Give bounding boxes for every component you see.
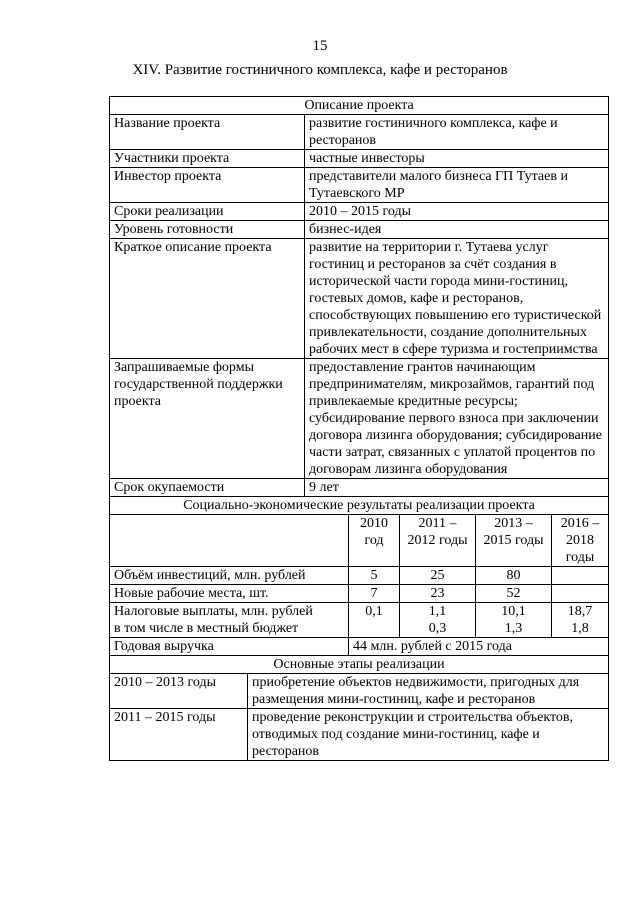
column-header: 2010 год	[349, 515, 400, 567]
row-value: развитие гостиничного комплекса, кафе и ресторанов	[305, 115, 609, 150]
results-header-row	[110, 497, 609, 515]
table-row	[110, 115, 609, 150]
column-header: 2013 – 2015 годы	[476, 515, 552, 567]
table-row	[110, 567, 609, 585]
row-value: частные инвесторы	[305, 150, 609, 168]
stages-header-row	[110, 656, 609, 674]
cell-value: 25	[400, 567, 476, 585]
cell-value-main: 18,7	[567, 604, 593, 619]
row-label: Годовая выручка	[110, 638, 349, 656]
row-label: Уровень готовности	[110, 221, 305, 239]
row-label: Краткое описание проекта	[110, 239, 305, 359]
row-label: Инвестор проекта	[110, 168, 305, 203]
column-header: 2011 – 2012 годы	[400, 515, 476, 567]
project-table	[109, 96, 609, 761]
table-row	[110, 239, 609, 359]
row-label: Новые рабочие места, шт.	[110, 585, 349, 603]
description-header: Описание проекта	[110, 97, 609, 115]
row-label	[110, 603, 349, 638]
cell-value: 5	[349, 567, 400, 585]
row-label: Сроки реализации	[110, 203, 305, 221]
cell-value: 7	[349, 585, 400, 603]
row-label-main: Налоговые выплаты, млн. рублей	[114, 604, 313, 619]
page-number: 15	[312, 38, 328, 54]
row-value: бизнес-идея	[305, 221, 609, 239]
cell-value-sub: 1,8	[571, 621, 589, 636]
results-corner-cell	[110, 515, 349, 567]
row-value: развитие на территории г. Тутаева услуг гостиниц и ресторанов за счёт создания в исторической части города мини-гостиниц, гостевых домов, кафе и ресторанов, способствующих повышению его туристической привлекательности, создание дополнительных рабочих мест в сфере туризма и гостеприимства	[305, 239, 609, 359]
table-row	[110, 638, 609, 656]
cell-value	[552, 567, 609, 585]
stage-description: проведение реконструкции и строительства объектов, отводимых под создание мини-гостиниц, кафе и ресторанов	[248, 709, 609, 761]
table-row	[110, 674, 609, 709]
row-label: Запрашиваемые формы государственной поддержки проекта	[110, 359, 305, 479]
row-label: Срок окупаемости	[110, 479, 305, 497]
column-header: 2016 – 2018 годы	[552, 515, 609, 567]
table-row	[110, 221, 609, 239]
stage-period: 2010 – 2013 годы	[110, 674, 248, 709]
table-row	[110, 168, 609, 203]
row-label: Участники проекта	[110, 150, 305, 168]
cell-value-main: 10,1	[501, 604, 526, 619]
row-label: Название проекта	[110, 115, 305, 150]
cell-value	[400, 603, 476, 638]
results-header: Социально-экономические результаты реализации проекта	[110, 497, 609, 515]
row-value: предоставление грантов начинающим предпринимателям, микрозаймов, гарантий под привлекаемые кредитные ресурсы; субсидирование первого взноса при заключении договора лизинга оборудования; субсидирование части затрат, связанных с уплатой процентов по договорам лизинга оборудования	[305, 359, 609, 479]
row-value: 44 млн. рублей с 2015 года	[349, 638, 609, 656]
table-row	[110, 709, 609, 761]
stages-header: Основные этапы реализации	[110, 656, 609, 674]
row-value: представители малого бизнеса ГП Тутаев и Тутаевского МР	[305, 168, 609, 203]
cell-value	[476, 603, 552, 638]
cell-value-main: 0,1	[365, 604, 383, 619]
row-value: 9 лет	[305, 479, 609, 497]
page-title: XIV. Развитие гостиничного комплекса, кафе и ресторанов	[132, 62, 508, 78]
cell-value-sub: 1,3	[504, 621, 523, 636]
row-label-sub: в том числе в местный бюджет	[114, 621, 299, 636]
cell-value	[349, 603, 400, 638]
cell-value	[552, 603, 609, 638]
stage-period: 2011 – 2015 годы	[110, 709, 248, 761]
cell-value: 80	[476, 567, 552, 585]
stage-description: приобретение объектов недвижимости, пригодных для размещения мини-гостиниц, кафе и ресторанов	[248, 674, 609, 709]
description-header-row	[110, 97, 609, 115]
cell-value-sub: 0,3	[428, 621, 447, 636]
row-label: Объём инвестиций, млн. рублей	[110, 567, 349, 585]
cell-value	[552, 585, 609, 603]
table-row	[110, 150, 609, 168]
table-row	[110, 603, 609, 638]
table-row	[110, 359, 609, 479]
row-value: 2010 – 2015 годы	[305, 203, 609, 221]
table-row	[110, 203, 609, 221]
table-row	[110, 479, 609, 497]
cell-value: 52	[476, 585, 552, 603]
cell-value-main: 1,1	[428, 604, 447, 619]
cell-value: 23	[400, 585, 476, 603]
table-row	[110, 585, 609, 603]
results-columns-row	[110, 515, 609, 567]
